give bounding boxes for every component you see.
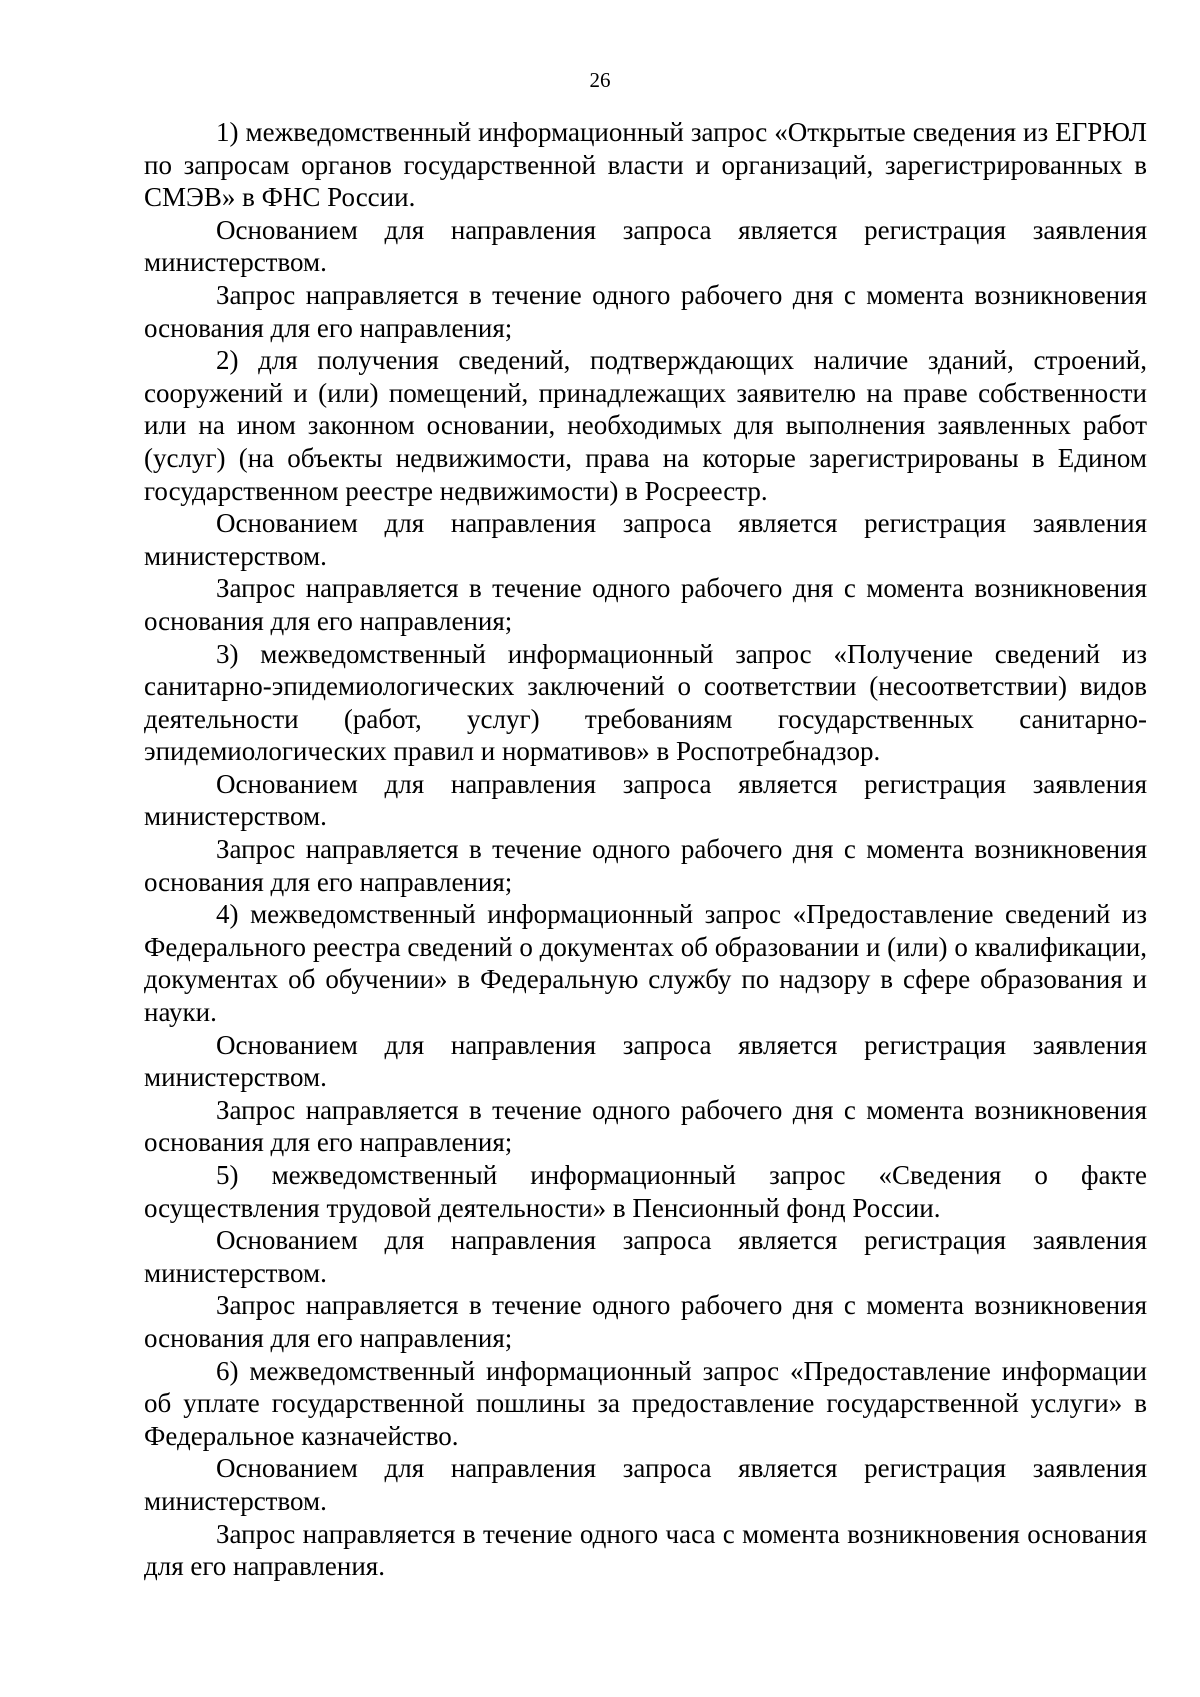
- paragraph: 6) межведомственный информационный запрос «Предоставление информации об уплате государственной пошлины за предоставление государственной услуги» в Федеральное казначейство.: [144, 1355, 1147, 1451]
- paragraph: Запрос направляется в течение одного часа с момента возникновения основания для его направления.: [144, 1518, 1147, 1582]
- paragraph: 2) для получения сведений, подтверждающих наличие зданий, строений, сооружений и (или) помещений, принадлежащих заявителю на праве собственности или на ином законном основании, необходимых для выполнения заявленных работ (услуг) (на объекты недвижимости, права на которые зарегистрированы в Едином государственном реестре недвижимости) в Росреестр.: [144, 345, 1147, 506]
- paragraph: Запрос направляется в течение одного рабочего дня с момента возникновения основания для его направления;: [144, 573, 1147, 636]
- page-number: 26: [589, 68, 611, 92]
- paragraph: 5) межведомственный информационный запрос «Сведения о факте осуществления трудовой деятельности» в Пенсионный фонд России.: [144, 1160, 1147, 1223]
- paragraph: Основанием для направления запроса является регистрация заявления министерством.: [144, 768, 1147, 832]
- paragraph: Запрос направляется в течение одного рабочего дня с момента возникновения основания для его направления;: [144, 1094, 1147, 1158]
- paragraph: Запрос направляется в течение одного рабочего дня с момента возникновения основания для его направления;: [144, 279, 1147, 343]
- paragraph: 1) межведомственный информационный запрос «Открытые сведения из ЕГРЮЛ по запросам органов государственной власти и организаций, зарегистрированных в СМЭВ» в ФНС России.: [144, 117, 1147, 213]
- paragraph: 4) межведомственный информационный запрос «Предоставление сведений из Федерального реестра сведений о документах об образовании и (или) о квалификации, документах об обучении» в Федеральную службу по надзору в сфере образования и науки.: [144, 899, 1147, 1028]
- document-body: [144, 116, 1147, 1583]
- paragraph: Запрос направляется в течение одного рабочего дня с момента возникновения основания для его направления;: [144, 834, 1147, 897]
- paragraph: Основанием для направления запроса является регистрация заявления министерством.: [144, 1029, 1147, 1093]
- paragraph: 3) межведомственный информационный запрос «Получение сведений из санитарно-эпидемиологических заключений о соответствии (несоответствии) видов деятельности (работ, услуг) требованиям государственных санитарно-эпидемиологических правил и нормативов» в Роспотребнадзор.: [144, 638, 1147, 767]
- paragraph: Основанием для направления запроса является регистрация заявления министерством.: [144, 214, 1147, 278]
- paragraph: Основанием для направления запроса является регистрация заявления министерством.: [144, 1225, 1147, 1288]
- paragraph: Запрос направляется в течение одного рабочего дня с момента возникновения основания для его направления;: [144, 1290, 1147, 1353]
- paragraph: Основанием для направления запроса является регистрация заявления министерством.: [144, 508, 1147, 571]
- paragraph: Основанием для направления запроса является регистрация заявления министерством.: [144, 1453, 1147, 1516]
